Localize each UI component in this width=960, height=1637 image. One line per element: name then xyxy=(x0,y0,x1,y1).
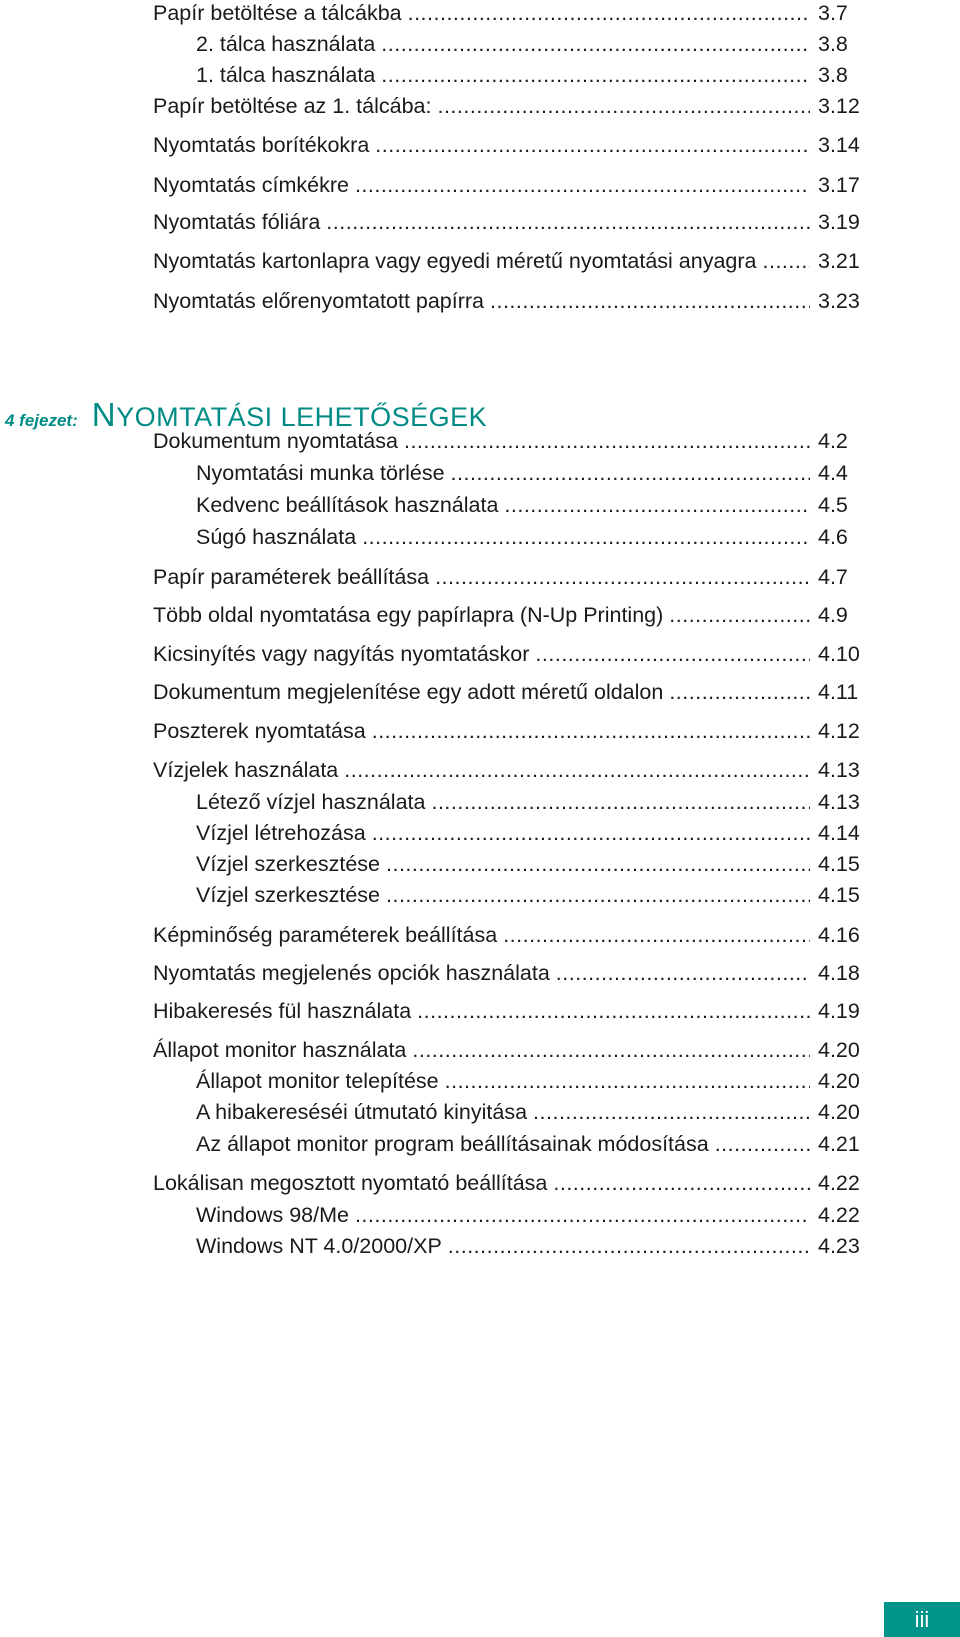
toc-entry[interactable] xyxy=(196,460,868,486)
toc-entry[interactable] xyxy=(153,757,868,783)
toc-entry-page: 3.8 xyxy=(818,63,848,87)
toc-entry-label: Kedvenc beállítások használata xyxy=(196,493,499,517)
toc-entry-page: 4.22 xyxy=(818,1171,860,1195)
toc-entry-label: Windows 98/Me xyxy=(196,1203,349,1227)
toc-entry-label: Az állapot monitor program beállításainak módosítása xyxy=(196,1132,709,1156)
dot-leader xyxy=(381,31,810,57)
toc-entry-label: Papír betöltése az 1. tálcába: xyxy=(153,94,432,118)
toc-entry-label: Vízjelek használata xyxy=(153,758,339,782)
toc-entry[interactable] xyxy=(153,564,868,590)
dot-leader xyxy=(445,1068,810,1094)
toc-entry-label: Papír betöltése a tálcákba xyxy=(153,1,402,25)
toc-entry[interactable] xyxy=(153,998,868,1024)
toc-entry-page: 4.22 xyxy=(818,1203,860,1227)
toc-entry[interactable] xyxy=(153,1170,868,1196)
toc-entry[interactable] xyxy=(153,428,868,454)
toc-entry-label: Papír paraméterek beállítása xyxy=(153,565,430,589)
dot-leader xyxy=(326,209,810,235)
toc-entry-page: 4.15 xyxy=(818,883,860,907)
toc-entry-page: 4.21 xyxy=(818,1132,860,1156)
dot-leader xyxy=(355,1202,810,1228)
toc-entry[interactable] xyxy=(196,1068,868,1094)
toc-entry[interactable] xyxy=(153,0,868,26)
toc-entry[interactable] xyxy=(196,524,868,550)
chapter-title-rest: YOMTATÁSI LEHETŐSÉGEK xyxy=(116,402,488,432)
toc-entry[interactable] xyxy=(153,922,868,948)
toc-entry-label: Vízjel szerkesztése xyxy=(196,883,381,907)
toc-entry[interactable] xyxy=(153,132,868,158)
toc-entry-label: Több oldal nyomtatása egy papírlapra (N-Up Printing) xyxy=(153,603,664,627)
toc-entry-label: Dokumentum nyomtatása xyxy=(153,429,398,453)
toc-entry-page: 4.20 xyxy=(818,1100,860,1124)
toc-entry-page: 4.15 xyxy=(818,852,860,876)
toc-entry[interactable] xyxy=(196,62,868,88)
dot-leader xyxy=(715,1131,810,1157)
dot-leader xyxy=(437,93,810,119)
toc-entry-page: 4.14 xyxy=(818,821,860,845)
toc-entry-label: Nyomtatás fóliára xyxy=(153,210,321,234)
dot-leader xyxy=(435,564,810,590)
toc-entry-label: Állapot monitor használata xyxy=(153,1038,407,1062)
toc-entry-label: Windows NT 4.0/2000/XP xyxy=(196,1234,442,1258)
dot-leader xyxy=(669,602,810,628)
dot-leader xyxy=(503,922,810,948)
toc-entry-label: Nyomtatás borítékokra xyxy=(153,133,370,157)
dot-leader xyxy=(386,851,810,877)
toc-entry-page: 3.12 xyxy=(818,94,860,118)
toc-entry-page: 3.17 xyxy=(818,173,860,197)
toc-entry-label: 2. tálca használata xyxy=(196,32,376,56)
dot-leader xyxy=(404,428,810,454)
toc-entry-label: Lokálisan megosztott nyomtató beállítása xyxy=(153,1171,548,1195)
dot-leader xyxy=(553,1170,810,1196)
toc-entry-page: 4.11 xyxy=(818,680,859,704)
toc-entry-page: 3.23 xyxy=(818,289,860,313)
toc-entry[interactable] xyxy=(153,960,868,986)
dot-leader xyxy=(448,1233,810,1259)
dot-leader xyxy=(504,492,810,518)
toc-entry-label: Kicsinyítés vagy nagyítás nyomtatáskor xyxy=(153,642,530,666)
toc-entry[interactable] xyxy=(196,1099,868,1125)
dot-leader xyxy=(355,172,810,198)
dot-leader xyxy=(412,1037,810,1063)
dot-leader xyxy=(344,757,810,783)
toc-entry-label: Állapot monitor telepítése xyxy=(196,1069,439,1093)
dot-leader xyxy=(535,641,810,667)
toc-entry[interactable] xyxy=(153,602,868,628)
toc-entry-label: Nyomtatás megjelenés opciók használata xyxy=(153,961,550,985)
toc-entry-page: 4.6 xyxy=(818,525,848,549)
toc-entry-label: Nyomtatás előrenyomtatott papírra xyxy=(153,289,485,313)
toc-entry-label: Vízjel szerkesztése xyxy=(196,852,381,876)
toc-entry-label: Poszterek nyomtatása xyxy=(153,719,366,743)
toc-entry-label: Vízjel létrehozása xyxy=(196,821,366,845)
toc-entry-label: A hibakereséséi útmutató kinyitása xyxy=(196,1100,528,1124)
dot-leader xyxy=(417,998,810,1024)
toc-entry-page: 4.20 xyxy=(818,1038,860,1062)
dot-leader xyxy=(362,524,810,550)
dot-leader xyxy=(490,288,810,314)
toc-entry[interactable] xyxy=(196,820,868,846)
toc-entry-page: 3.14 xyxy=(818,133,860,157)
toc-entry[interactable] xyxy=(196,1202,868,1228)
toc-entry-label: Nyomtatási munka törlése xyxy=(196,461,445,485)
toc-entry[interactable] xyxy=(153,248,868,274)
toc-entry-page: 4.16 xyxy=(818,923,860,947)
toc-entry-page: 4.23 xyxy=(818,1234,860,1258)
toc-entry-page: 4.13 xyxy=(818,758,860,782)
toc-entry-page: 4.13 xyxy=(818,790,860,814)
toc-entry[interactable] xyxy=(196,1233,868,1259)
dot-leader xyxy=(763,248,810,274)
dot-leader xyxy=(381,62,810,88)
toc-entry-page: 4.9 xyxy=(818,603,848,627)
toc-entry[interactable] xyxy=(196,851,868,877)
chapter-label: 4 fejezet: xyxy=(5,411,78,430)
dot-leader xyxy=(386,882,810,908)
toc-entry[interactable] xyxy=(153,718,868,744)
dot-leader xyxy=(431,789,810,815)
toc-entry-page: 4.4 xyxy=(818,461,848,485)
toc-entry-label: Létező vízjel használata xyxy=(196,790,426,814)
toc-entry-label: Képminőség paraméterek beállítása xyxy=(153,923,498,947)
chapter-title-initial: N xyxy=(91,396,117,433)
dot-leader xyxy=(372,718,810,744)
toc-entry-label: Nyomtatás címkékre xyxy=(153,173,349,197)
toc-entry-label: Súgó használata xyxy=(196,525,357,549)
toc-entry-page: 4.10 xyxy=(818,642,860,666)
dot-leader xyxy=(533,1099,810,1125)
toc-entry[interactable] xyxy=(153,679,868,705)
toc-entry[interactable] xyxy=(153,93,868,119)
toc-entry[interactable] xyxy=(196,789,868,815)
toc-entry[interactable] xyxy=(196,882,868,908)
toc-entry[interactable] xyxy=(196,492,868,518)
toc-entry-label: Hibakeresés fül használata xyxy=(153,999,412,1023)
toc-entry-page: 3.19 xyxy=(818,210,860,234)
toc-entry-page: 4.12 xyxy=(818,719,860,743)
toc-entry[interactable] xyxy=(196,1131,868,1157)
dot-leader xyxy=(669,679,810,705)
toc-entry-page: 4.2 xyxy=(818,429,848,453)
dot-leader xyxy=(375,132,810,158)
toc-entry[interactable] xyxy=(196,31,868,57)
dot-leader xyxy=(372,820,810,846)
toc-entry[interactable] xyxy=(153,172,868,198)
dot-leader xyxy=(408,0,810,26)
toc-entry-label: Nyomtatás kartonlapra vagy egyedi méretű nyomtatási anyagra xyxy=(153,249,757,273)
toc-entry-page: 3.8 xyxy=(818,32,848,56)
toc-entry[interactable] xyxy=(153,288,868,314)
toc-entry-page: 4.7 xyxy=(818,565,848,589)
dot-leader xyxy=(556,960,810,986)
toc-entry-page: 3.21 xyxy=(818,249,860,273)
toc-entry-label: 1. tálca használata xyxy=(196,63,376,87)
dot-leader xyxy=(451,460,810,486)
toc-entry-page: 4.20 xyxy=(818,1069,860,1093)
toc-entry-page: 3.7 xyxy=(818,1,848,25)
toc-entry-page: 4.18 xyxy=(818,961,860,985)
toc-entry[interactable] xyxy=(153,209,868,235)
toc-entry[interactable] xyxy=(153,641,868,667)
toc-entry-page: 4.5 xyxy=(818,493,848,517)
page-number-badge: iii xyxy=(884,1602,960,1637)
toc-entry-label: Dokumentum megjelenítése egy adott méretű oldalon xyxy=(153,680,664,704)
toc-entry[interactable] xyxy=(153,1037,868,1063)
toc-entry-page: 4.19 xyxy=(818,999,860,1023)
